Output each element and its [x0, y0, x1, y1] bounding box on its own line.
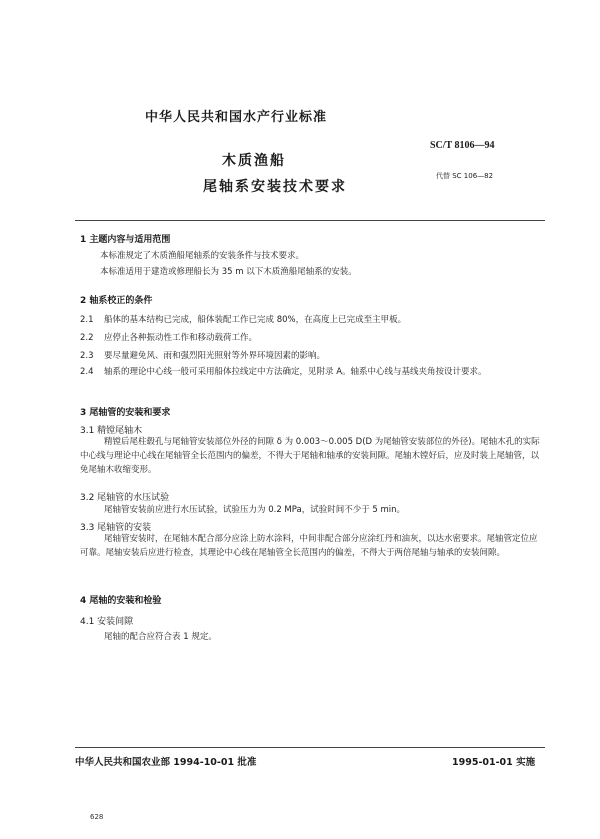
item-3-3-text: 尾轴管安装时，在尾轴木配合部分应涂上防水涂料，中间非配合部分应涂红丹和油灰，以达水密要求。尾轴管定位应可靠。尾轴安装后应进行检查，其理论中心线在尾轴管全长范围内的偏差，不得大于两倍尾轴与轴承的安装间隙。 — [80, 534, 538, 558]
section-2-heading: 2 轴系校正的条件 — [80, 296, 153, 306]
item-3-1-text: 精镗后尾柱毂孔与尾轴管安装部位外径的间隙 δ 为 0.003～0.005 D(D 为尾轴管安装部位的外径)。尾轴木孔的实际中心线与理论中心线在尾轴管全长范围内的偏差，不得大于尾轴和轴承的安装间隙。尾轴木镗好后，应及时装上尾轴管，以免尾轴木收缩变形。 — [80, 437, 540, 475]
item-2-1-number: 2.1 — [80, 315, 94, 325]
page-number: 628 — [90, 813, 104, 821]
item-2-2-number: 2.2 — [80, 333, 94, 343]
section-1-heading: 1 主题内容与适用范围 — [80, 235, 171, 245]
section-4-heading: 4 尾轴的安装和检验 — [80, 596, 162, 606]
title-line-2: 尾轴系安装技术要求 — [203, 179, 347, 195]
footer-divider — [75, 747, 545, 748]
item-3-2-text: 尾轴管安装前应进行水压试验，试验压力为 0.2 MPa，试验时间不少于 5 min。 — [104, 505, 406, 515]
item-3-3-heading: 3.3 尾轴管的安装 — [80, 523, 152, 533]
top-divider — [75, 220, 545, 221]
item-3-1-heading: 3.1 精镗尾轴木 — [80, 426, 143, 436]
item-2-4-number: 2.4 — [80, 367, 94, 377]
item-2-3-number: 2.3 — [80, 351, 94, 361]
title-line-1: 木质渔船 — [222, 153, 286, 169]
standard-category: 中华人民共和国水产行业标准 — [145, 110, 328, 125]
section-1-paragraph-2: 本标准适用于建造或修理船长为 35 m 以下木质渔船尾轴系的安装。 — [100, 267, 357, 277]
item-2-4-text: 轴系的理论中心线一般可采用船体拉线定中方法确定，见附录 A。轴系中心线与基线夹角按设计要求。 — [104, 367, 487, 377]
item-3-2-heading: 3.2 尾轴管的水压试验 — [80, 493, 170, 503]
effective-date: 1995-01-01 实施 — [452, 757, 536, 768]
issuer-approval: 中华人民共和国农业部 1994-10-01 批准 — [75, 757, 257, 768]
item-2-3-text: 要尽量避免风、雨和强烈阳光照射等外界环境因素的影响。 — [104, 351, 326, 361]
item-2-1-text: 船体的基本结构已完成，船体装配工作已完成 80%，在高度上已完成至主甲板。 — [104, 315, 407, 325]
item-4-1-heading: 4.1 安装间隙 — [80, 617, 134, 627]
section-1-paragraph-1: 本标准规定了木质渔船尾轴系的安装条件与技术要求。 — [100, 251, 305, 261]
item-4-1-text: 尾轴的配合应符合表 1 规定。 — [104, 632, 217, 642]
replaces-note: 代替 SC 106—82 — [436, 172, 494, 180]
section-3-heading: 3 尾轴管的安装和要求 — [80, 408, 171, 418]
standard-number: SC/T 8106—94 — [430, 140, 495, 151]
item-2-2-text: 应停止各种振动性工作和移动载荷工作。 — [104, 333, 258, 343]
